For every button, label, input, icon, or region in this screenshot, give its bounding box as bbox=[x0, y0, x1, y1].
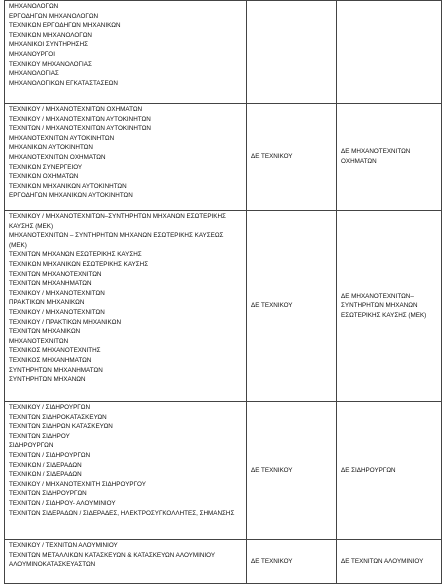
specialty-line: ΜΗΧΑΝΟΥΡΓΟΙ bbox=[9, 50, 55, 58]
specialties-table bbox=[4, 0, 442, 584]
specialty-line: ΤΕΧΝΙΚΟΥ / ΣΙΔΗΡΟΥΡΓΩΝ bbox=[9, 404, 90, 411]
specialty-line: ΣΙΔΗΡΟΥΡΓΩΝ bbox=[9, 442, 54, 450]
specialty-line: ΤΕΧΝΙΚΟΥ / ΜΗΧΑΝΟΤΕΧΝΙΤΗ ΣΙΔΗΡΟΥΡΓΟΥ bbox=[9, 480, 146, 488]
specialty-line: ΤΕΧΝΙΚΟΥ / ΜΗΧΑΝΟΤΕΧΝΙΤΩΝ bbox=[9, 308, 105, 316]
specialty-line: ΤΕΧΝΙΚΟΥ / ΜΗΧΑΝΟΤΕΧΝΙΤΩΝ ΑΥΤΟΚΙΝΗΤΩΝ bbox=[9, 115, 151, 123]
specialties-cell bbox=[5, 402, 247, 540]
specialties-cell bbox=[5, 211, 247, 402]
specialty-line: ΜΗΧΑΝΟΤΕΧΝΙΤΩΝ – ΣΥΝΤΗΡΗΤΩΝ ΜΗΧΑΝΩΝ ΕΣΩΤΕΡΙΚΗΣ ΚΑΥΣΕΩΣ (ΜΕΚ) bbox=[9, 232, 224, 249]
category-cell: ΔΕ ΤΕΧΝΙΚΟΥ bbox=[247, 211, 337, 402]
specialty-line: ΤΕΧΝΙΚΟΥ / ΜΗΧΑΝΟΤΕΧΝΙΤΩΝ ΟΧΗΜΑΤΩΝ bbox=[9, 106, 143, 113]
specialty-line: ΤΕΧΝΙΚΩΝ ΜΗΧΑΝΙΚΩΝ ΑΥΤΟΚΙΝΗΤΩΝ bbox=[9, 182, 127, 190]
specialty-line: ΜΗΧΑΝΟΤΕΧΝΙΤΩΝ ΟΧΗΜΑΤΩΝ bbox=[9, 153, 106, 161]
specialties-cell bbox=[5, 1, 247, 104]
specialty-line: ΤΕΧΝΙΤΩΝ ΣΙΔΕΡΑΔΩΝ / ΣΙΔΕΡΑΔΕΣ, ΗΛΕΚΤΡΟΣΥΓΚΟΛΛΗΤΕΣ, ΣΗΜΑΝΣΗΣ bbox=[9, 509, 235, 517]
target-specialty-cell: ΔΕ ΜΗΧΑΝΟΤΕΧΝΙΤΩΝ ΟΧΗΜΑΤΩΝ bbox=[337, 104, 442, 211]
specialty-line: ΤΕΧΝΙΚΩΝ ΜΗΧΑΝΙΚΩΝ ΕΣΩΤΕΡΙΚΗΣ ΚΑΥΣΗΣ bbox=[9, 260, 149, 268]
specialty-line: ΤΕΧΝΙΚΟΥ / ΤΕΧΝΙΤΩΝ ΑΛΟΥΜΙΝΙΟΥ bbox=[9, 542, 118, 549]
specialty-line: ΤΕΧΝΙΤΩΝ / ΣΙΔΗΡΟΥ- ΑΛΟΥΜΙΝΙΟΥ bbox=[9, 499, 116, 507]
specialty-line: ΤΕΧΝΙΤΩΝ / ΜΗΧΑΝΟΤΕΧΝΙΤΩΝ ΑΥΤΟΚΙΝΗΤΩΝ bbox=[9, 125, 151, 133]
specialty-line: ΠΡΑΚΤΙΚΩΝ ΜΗΧΑΝΙΚΩΝ bbox=[9, 299, 85, 307]
specialty-line: ΜΗΧΑΝΟΛΟΓΙΚΩΝ ΕΓΚΑΤΑΣΤΑΣΕΩΝ bbox=[9, 79, 118, 87]
specialty-line: ΤΕΧΝΙΤΩΝ ΣΙΔΗΡΟΚΑΤΑΣΚΕΥΩΝ bbox=[9, 413, 107, 421]
specialty-line: ΤΕΧΝΙΤΩΝ ΜΕΤΑΛΛΙΚΩΝ ΚΑΤΑΣΚΕΥΩΝ & ΚΑΤΑΣΚΕΥΩΝ ΑΛΟΥΜΙΝΙΟΥ bbox=[9, 551, 216, 559]
specialty-line: ΤΕΧΝΙΚΟΣ ΜΗΧΑΝΟΤΕΧΝΙΤΗΣ bbox=[9, 347, 101, 355]
specialty-line: ΤΕΧΝΙΤΩΝ / ΣΙΔΗΡΟΥΡΓΩΝ bbox=[9, 451, 91, 459]
specialty-line: ΤΕΧΝΙΚΩΝ / ΣΙΔΕΡΑΔΩΝ bbox=[9, 471, 82, 479]
target-specialty-cell: ΔΕ ΤΕΧΝΙΤΩΝ ΑΛΟΥΜΙΝΙΟΥ bbox=[337, 540, 442, 584]
specialty-line: ΕΡΓΟΔΗΓΩΝ ΜΗΧΑΝΟΛΟΓΩΝ bbox=[9, 12, 99, 20]
specialty-line: ΕΡΓΟΔΗΓΩΝ ΜΗΧΑΝΙΚΩΝ ΑΥΤΟΚΙΝΗΤΩΝ bbox=[9, 192, 133, 200]
specialty-line: ΜΗΧΑΝΙΚΩΝ ΑΥΤΟΚΙΝΗΤΩΝ bbox=[9, 144, 93, 152]
category-cell: ΔΕ ΤΕΧΝΙΚΟΥ bbox=[247, 540, 337, 584]
specialty-line: ΣΥΝΤΗΡΗΤΩΝ ΜΗΧΑΝΩΝ bbox=[9, 376, 86, 384]
table-row bbox=[5, 540, 442, 584]
specialty-line: ΤΕΧΝΙΤΩΝ ΜΗΧΑΝΙΚΩΝ bbox=[9, 328, 81, 336]
specialty-line: ΤΕΧΝΙΤΩΝ ΜΗΧΑΝΩΝ ΕΣΩΤΕΡΙΚΗΣ ΚΑΥΣΗΣ bbox=[9, 251, 142, 259]
specialty-line: ΤΕΧΝΙΚΟΣ ΜΗΧΑΝΗΜΑΤΩΝ bbox=[9, 356, 92, 364]
table-row bbox=[5, 402, 442, 540]
table-body bbox=[5, 1, 442, 584]
specialty-line: ΤΕΧΝΙΤΩΝ ΣΙΔΗΡΟΥ bbox=[9, 432, 70, 440]
table-row bbox=[5, 211, 442, 402]
specialty-line: ΜΗΧΑΝΟΤΕΧΝΙΤΩΝ ΑΥΤΟΚΙΝΗΤΩΝ bbox=[9, 134, 115, 142]
target-specialty-cell bbox=[337, 1, 442, 104]
category-cell bbox=[247, 1, 337, 104]
target-specialty-cell: ΔΕ ΣΙΔΗΡΟΥΡΓΩΝ bbox=[337, 402, 442, 540]
specialty-line: ΤΕΧΝΙΚΟΥ / ΜΗΧΑΝΟΤΕΧΝΙΤΩΝ bbox=[9, 289, 105, 297]
specialty-line: ΤΕΧΝΙΚΩΝ ΣΥΝΕΡΓΕΙΟΥ bbox=[9, 163, 83, 171]
specialty-line: ΜΗΧΑΝΟΛΟΓΙΑΣ bbox=[9, 70, 59, 78]
specialty-line: ΤΕΧΝΙΤΩΝ ΣΙΔΗΡΩΝ ΚΑΤΑΣΚΕΥΩΝ bbox=[9, 423, 113, 431]
table-row bbox=[5, 104, 442, 211]
specialties-cell bbox=[5, 540, 247, 584]
specialty-line: ΣΥΝΤΗΡΗΤΩΝ ΜΗΧΑΝΗΜΑΤΩΝ bbox=[9, 366, 103, 374]
specialty-line: ΜΗΧΑΝΟΛΟΓΩΝ bbox=[9, 3, 59, 10]
specialty-line: ΜΗΧΑΝΙΚΟΙ ΣΥΝΤΗΡΗΣΗΣ bbox=[9, 41, 89, 49]
specialty-line: ΤΕΧΝΙΚΟΥ ΜΗΧΑΝΟΛΟΓΙΑΣ bbox=[9, 60, 92, 68]
specialty-line: ΤΕΧΝΙΚΩΝ / ΣΙΔΕΡΑΔΩΝ bbox=[9, 461, 82, 469]
specialties-cell bbox=[5, 104, 247, 211]
category-cell: ΔΕ ΤΕΧΝΙΚΟΥ bbox=[247, 402, 337, 540]
specialty-line: ΤΕΧΝΙΚΟΥ / ΠΡΑΚΤΙΚΩΝ ΜΗΧΑΝΙΚΩΝ bbox=[9, 318, 122, 326]
specialty-line: ΑΛΟΥΜΙΝΟΚΑΤΑΣΚΕΥΑΣΤΩΝ bbox=[9, 561, 96, 569]
category-cell: ΔΕ ΤΕΧΝΙΚΟΥ bbox=[247, 104, 337, 211]
specialty-line: ΤΕΧΝΙΤΩΝ ΣΙΔΗΡΟΥΡΓΩΝ bbox=[9, 490, 87, 498]
target-specialty-cell: ΔΕ ΜΗΧΑΝΟΤΕΧΝΙΤΩΝ–ΣΥΝΤΗΡΗΤΩΝ ΜΗΧΑΝΩΝ ΕΣΩΤΕΡΙΚΗΣ ΚΑΥΣΗΣ (ΜΕΚ) bbox=[337, 211, 442, 402]
specialty-line: ΤΕΧΝΙΚΩΝ ΜΗΧΑΝΟΛΟΓΩΝ bbox=[9, 31, 92, 39]
specialty-line: ΤΕΧΝΙΤΩΝ ΜΗΧΑΝΗΜΑΤΩΝ bbox=[9, 280, 92, 288]
table-row bbox=[5, 1, 442, 104]
specialty-line: ΤΕΧΝΙΚΩΝ ΕΡΓΟΔΗΓΩΝ ΜΗΧΑΝΙΚΩΝ bbox=[9, 22, 121, 30]
specialty-line: ΤΕΧΝΙΚΟΥ / ΜΗΧΑΝΟΤΕΧΝΙΤΩΝ–ΣΥΝΤΗΡΗΤΩΝ ΜΗΧΑΝΩΝ ΕΣΩΤΕΡΙΚΗΣ ΚΑΥΣΗΣ (ΜΕΚ) bbox=[9, 213, 226, 230]
specialty-line: ΤΕΧΝΙΤΩΝ ΜΗΧΑΝΟΤΕΧΝΙΤΩΝ bbox=[9, 270, 102, 278]
specialty-line: ΜΗΧΑΝΟΤΕΧΝΙΤΩΝ bbox=[9, 337, 69, 345]
specialty-line: ΤΕΧΝΙΚΩΝ ΟΧΗΜΑΤΩΝ bbox=[9, 173, 79, 181]
